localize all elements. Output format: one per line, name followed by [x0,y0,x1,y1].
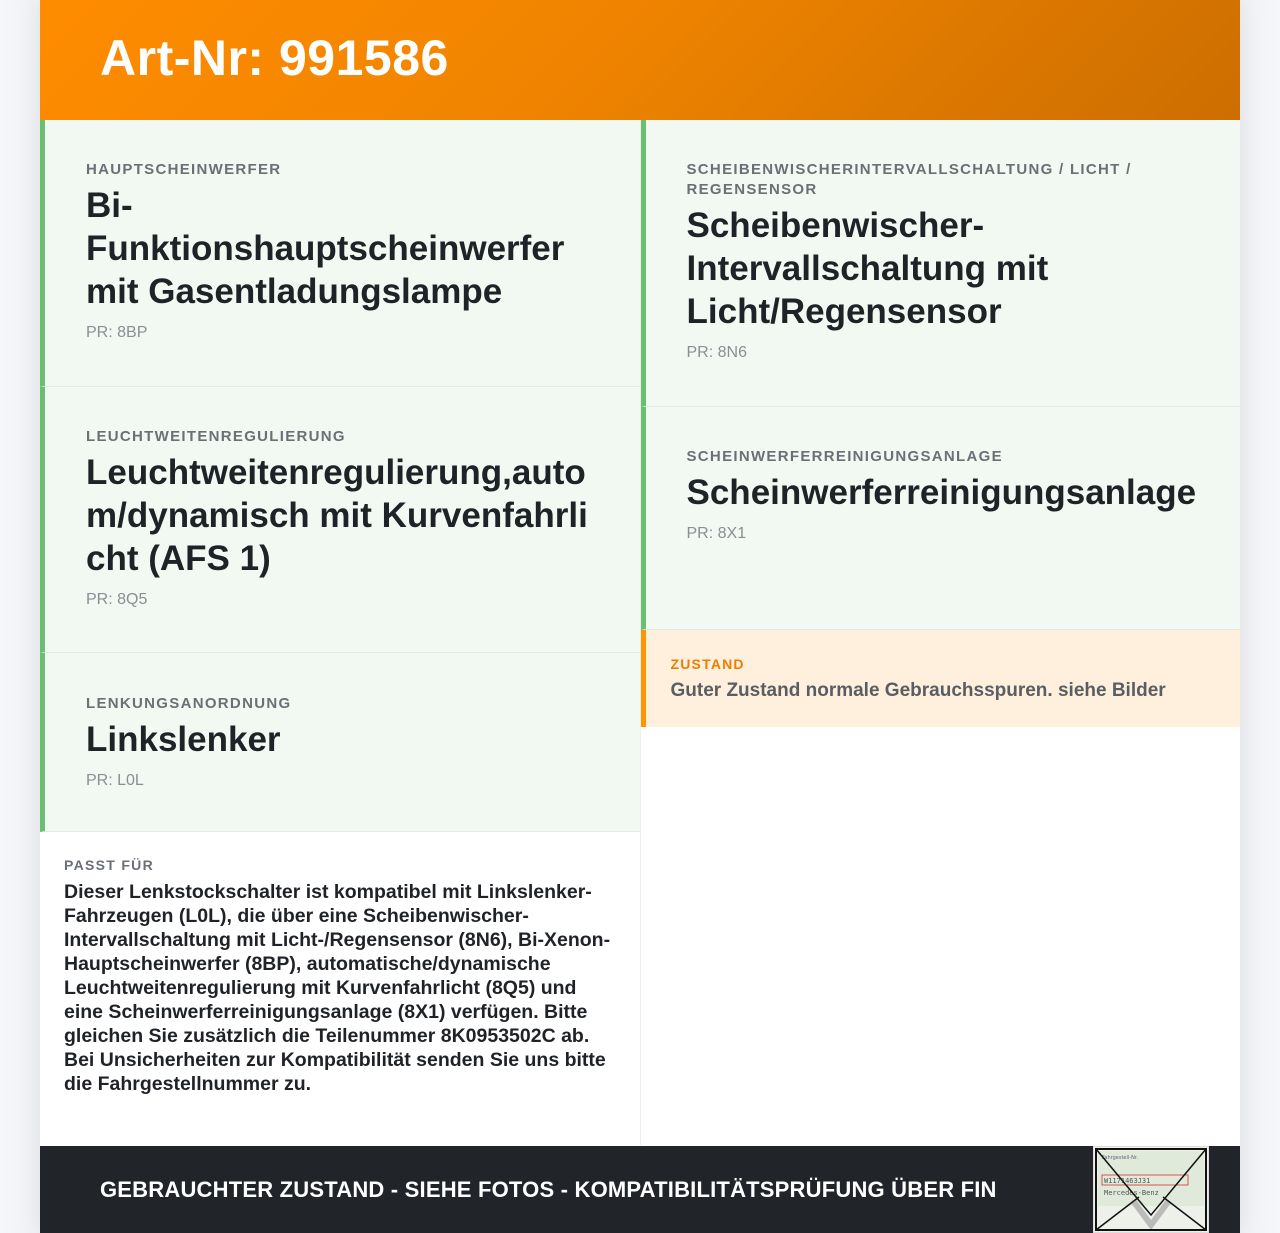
svg-text:W1171463J31: W1171463J31 [1104,1177,1151,1185]
feature-card-headlight [40,120,640,387]
compatibility-section [40,832,640,1145]
feature-pr-code: PR: 8N6 [686,344,747,361]
footer-text: GEBRAUCHTER ZUSTAND - SIEHE FOTOS - KOMPATIBILITÄTSPRÜFUNG ÜBER FIN [100,1176,997,1202]
condition-section [641,630,1241,727]
condition-label: ZUSTAND [670,656,745,672]
compatibility-label: PASST FÜR [64,857,154,873]
vin-envelope-icon[interactable] [1093,1146,1209,1233]
svg-text:Mercedes-Benz: Mercedes-Benz [1104,1189,1159,1197]
compatibility-text: Dieser Lenkstockschalter ist kompatibel mit Linkslenker-Fahrzeugen (L0L), die über eine Scheibenwischer-Intervallschaltung mit Licht-/Regensensor (8N6), Bi-Xenon-Hauptscheinwerfer (8BP), automatische/dynamische Leuchtweitenregulierung mit Kurvenfahrlicht (8Q5) und eine Scheinwerferreinigungsanlage (8X1) verfügen. Bitte gleichen Sie zusätzlich die Teilenummer 8K0953502C ab. Bei Unsicherheiten zur Kompatibilität senden Sie uns bitte die Fahrgestellnummer zu. [64,881,611,1095]
feature-pr-code: PR: 8BP [86,324,148,341]
feature-card-steering [40,653,640,832]
feature-value: Bi- Funktionshauptscheinwerfer mit Gasentladungslampe [86,186,565,311]
feature-label: LEUCHTWEITENREGULIERUNG [86,428,346,445]
feature-card-headlight-cleaning [641,407,1241,630]
article-number-title: Art-Nr: 991586 [100,30,449,86]
condition-text: Guter Zustand normale Gebrauchsspuren. siehe Bilder [670,680,1166,701]
listing-page [40,0,1240,1233]
left-column [40,120,641,1145]
feature-label: SCHEINWERFERREINIGUNGSANLAGE [686,448,1003,465]
svg-text:Fahrgestell-Nr.: Fahrgestell-Nr. [1102,1155,1139,1161]
feature-label: HAUPTSCHEINWERFER [86,161,282,178]
feature-value: Linkslenker [86,720,281,759]
right-column [641,120,1241,1145]
feature-pr-code: PR: 8Q5 [86,591,148,608]
feature-value: Leuchtweitenregulierung,autom/dynamisch mit Kurvenfahrlicht (AFS 1) [86,453,588,578]
feature-grid [40,120,1240,1145]
footer-banner [40,1146,1240,1233]
feature-label: LENKUNGSANORDNUNG [86,695,292,712]
feature-pr-code: PR: 8X1 [686,525,747,542]
header-banner [40,0,1240,120]
feature-pr-code: PR: L0L [86,772,144,789]
feature-card-headlight-range [40,387,640,653]
feature-value: Scheinwerferreinigungsanlage [686,473,1197,512]
feature-card-wiper [641,120,1241,407]
feature-value: Scheibenwischer-Intervallschaltung mit Licht/Regensensor [686,206,1049,331]
feature-label: SCHEIBENWISCHERINTERVALLSCHALTUNG / LICHT / REGENSENSOR [686,161,1132,198]
